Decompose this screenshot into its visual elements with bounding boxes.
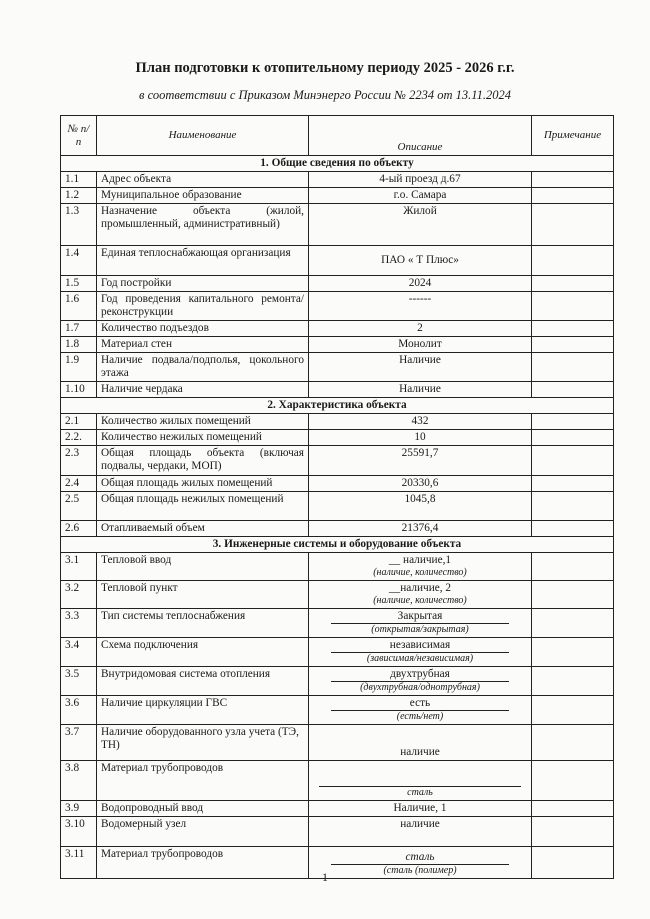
table-row: 2.5 Общая площадь нежилых помещений 1045,8 xyxy=(61,491,614,520)
section-row: 2. Характеристика объекта xyxy=(61,397,614,413)
table-row: 1.2 Муниципальное образование г.о. Самара xyxy=(61,187,614,203)
header-note: Примечание xyxy=(532,116,614,156)
table-row: 3.6 Наличие циркуляции ГВС есть (есть/нет) xyxy=(61,695,614,724)
table-row: 3.7 Наличие оборудованного узла учета (ТЭ, ТН) наличие xyxy=(61,724,614,760)
table-row: 1.8 Материал стен Монолит xyxy=(61,336,614,352)
header-num: № п/п xyxy=(61,116,97,156)
table-row: 3.9 Водопроводный ввод Наличие, 1 xyxy=(61,800,614,816)
table-row: 3.8 Материал трубопроводов сталь xyxy=(61,760,614,800)
table-row: 1.7 Количество подъездов 2 xyxy=(61,320,614,336)
table-row: 2.1 Количество жилых помещений 432 xyxy=(61,413,614,429)
table-row: 2.3 Общая площадь объекта (включая подвалы, чердаки, МОП) 25591,7 xyxy=(61,445,614,475)
page-title: План подготовки к отопительному периоду 2025 - 2026 г.г. xyxy=(135,60,515,76)
table-row: 1.5 Год постройки 2024 xyxy=(61,275,614,291)
table-row: 3.3 Тип системы теплоснабжения Закрытая (открытая/закрытая) xyxy=(61,608,614,637)
table-row: 3.1 Тепловой ввод __ наличие,1 (наличие, количество) xyxy=(61,552,614,580)
table-row: 1.1 Адрес объекта 4-ый проезд д.67 xyxy=(61,171,614,187)
table-header-row xyxy=(61,116,614,156)
table-row: 3.4 Схема подключения независимая (зависимая/независимая) xyxy=(61,637,614,666)
table-row: 3.2 Тепловой пункт __наличие, 2 (наличие, количество) xyxy=(61,580,614,608)
table-row: 1.6 Год проведения капитального ремонта/реконструкции ------ xyxy=(61,291,614,320)
table-row: 2.4 Общая площадь жилых помещений 20330,6 xyxy=(61,475,614,491)
section-row: 1. Общие сведения по объекту xyxy=(61,156,614,172)
plan-table xyxy=(60,115,614,879)
table-row: 3.5 Внутридомовая система отопления двухтрубная (двухтрубная/однотрубная) xyxy=(61,666,614,695)
table-row: 1.10 Наличие чердака Наличие xyxy=(61,381,614,397)
table-row: 1.3 Назначение объекта (жилой, промышленный, административный) Жилой xyxy=(61,203,614,245)
header-name: Наименование xyxy=(97,116,309,156)
header-desc: Описание xyxy=(309,116,532,156)
table-row: 3.10 Водомерный узел наличие xyxy=(61,816,614,846)
page-number: 1 xyxy=(322,870,328,884)
page-subtitle: в соответствии с Приказом Минэнерго России № 2234 от 13.11.2024 xyxy=(139,88,511,102)
table-row: 3.11 Материал трубопроводов сталь (сталь (полимер) xyxy=(61,846,614,878)
table-row: 2.6 Отапливаемый объем 21376,4 xyxy=(61,520,614,536)
table-row: 1.4 Единая теплоснабжающая организация ПАО « Т Плюс» xyxy=(61,245,614,275)
table-row: 1.9 Наличие подвала/подполья, цокольного этажа Наличие xyxy=(61,352,614,381)
section-row: 3. Инженерные системы и оборудование объекта xyxy=(61,536,614,552)
table-row: 2.2. Количество нежилых помещений 10 xyxy=(61,429,614,445)
